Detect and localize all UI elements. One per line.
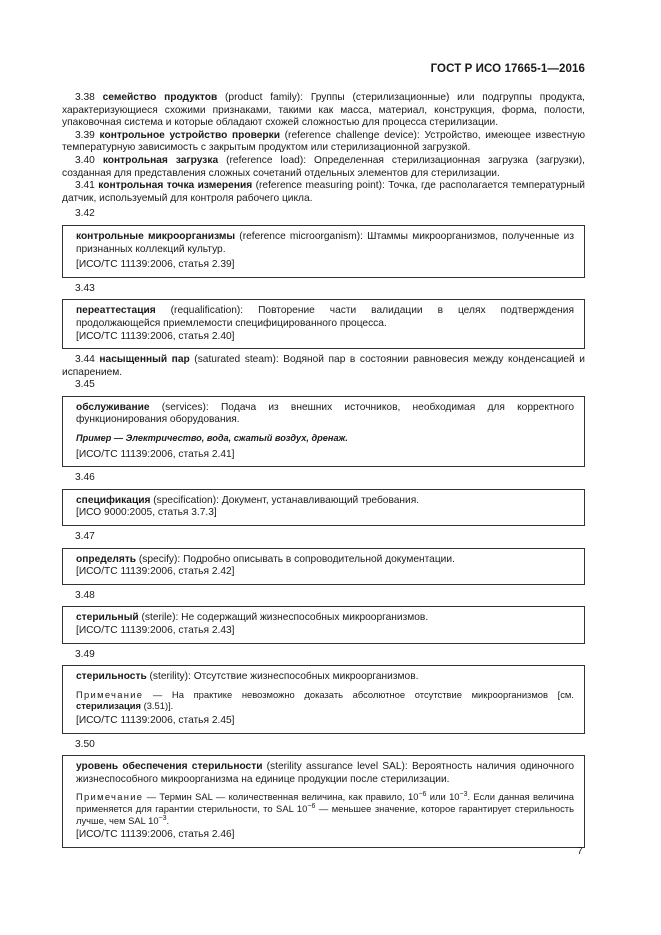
entry-number: 3.41 <box>75 180 95 192</box>
entry-reference: [ИСО 9000:2005, статья 3.7.3] <box>76 507 217 519</box>
entry-reference: [ИСО/ТС 11139:2006, статья 2.42] <box>76 566 235 578</box>
entry-number-3-49: 3.49 <box>75 648 95 660</box>
entry-note: Примечание — Термин SAL — количественная величина, как правило, $10^{-6}$ или $10^{-3}$. Если данная величина применяется для гарантии стерильности, то SAL $10^{-6}$ — меньшее значение, которое гарантирует стерильность лучше, чем SAL $10^{-3}$. <box>76 791 574 826</box>
entry-3-42-box <box>62 225 585 278</box>
entry-english: (requalification): <box>155 305 259 317</box>
entry-number-3-48: 3.48 <box>75 589 95 601</box>
entry-reference: [ИСО/ТС 11139:2006, статья 2.41] <box>76 448 235 460</box>
entry-reference: [ИСО/ТС 11139:2006, статья 2.39] <box>76 259 235 271</box>
entry-definition: Подробно описывать в сопроводительной документации. <box>183 553 455 565</box>
entry-definition: Определенная стерилизационная загрузка (загрузки), созданная для представления сложных сочетаний отдельных элементов для стерилизации. <box>62 154 586 179</box>
entry-term: насыщенный пар <box>99 354 190 366</box>
entry-number-3-42: 3.42 <box>75 208 95 220</box>
entry-english: (specification): <box>150 494 222 506</box>
entry-number: 3.40 <box>75 154 95 166</box>
entry-english: (sterility assurance level SAL): <box>262 761 412 773</box>
entry-reference: [ИСО/ТС 11139:2006, статья 2.46] <box>76 829 235 841</box>
entry-3-39 <box>62 130 585 155</box>
note-term: стерилизация <box>76 700 141 712</box>
entry-3-38 <box>62 92 585 130</box>
entry-number-3-43: 3.43 <box>75 282 95 294</box>
entry-term: уровень обеспечения стерильности <box>76 761 263 773</box>
entry-3-50-box <box>62 755 585 848</box>
note-label: Примечание <box>76 791 144 803</box>
entry-term: определять <box>76 553 137 565</box>
entry-definition: Вероятность наличия одиночного жизнеспособного микроорганизма на единице продукции после стерилизации. <box>76 761 574 785</box>
entry-definition: Устройство, имеющее известную температурную зависимость с закрытым продуктом или стерилизационной загрузкой. <box>62 129 585 154</box>
entry-3-41 <box>62 180 585 205</box>
entry-term: спецификация <box>76 494 151 506</box>
entry-term: контрольная загрузка <box>102 154 219 166</box>
entry-definition: Повторение части валидации в целях подтверждения продолжающейся приемлемости специфицированного процесса. <box>76 305 574 329</box>
entry-english: (reference challenge device): <box>279 129 425 141</box>
entry-term: стерильный <box>76 612 139 624</box>
entry-term: семейство продуктов <box>102 92 218 103</box>
entry-text <box>76 612 574 625</box>
entry-definition: Отсутствие жизнеспособных микроорганизмов. <box>193 671 419 683</box>
entry-3-40 <box>62 155 585 180</box>
entry-number-3-46: 3.46 <box>75 472 95 484</box>
entry-text <box>76 554 574 567</box>
entry-reference: [ИСО/ТС 11139:2006, статья 2.45] <box>76 714 235 726</box>
entry-text <box>76 495 574 508</box>
entry-english: (sterility): <box>146 671 194 683</box>
entry-number: 3.38 <box>75 92 95 103</box>
entry-3-47-box <box>62 548 585 585</box>
entry-english: (reference measuring point): <box>252 180 389 192</box>
entry-english: (saturated steam): <box>189 354 284 366</box>
page-number: 7 <box>577 845 583 857</box>
entry-reference: [ИСО/ТС 11139:2006, статья 2.43] <box>76 625 235 636</box>
entry-english: (sterile): <box>138 612 182 624</box>
page-header: ГОСТ Р ИСО 17665-1—2016 <box>430 63 585 75</box>
entry-definition: Подача из внешних источников, необходимая для корректного функционирования оборудования. <box>76 401 574 426</box>
entry-text <box>76 402 574 427</box>
entry-definition: Водяной пар в состоянии равновесия между конденсацией и испарением. <box>62 354 585 378</box>
entry-text <box>76 761 574 786</box>
entry-number-3-45: 3.45 <box>75 379 95 391</box>
entry-english: (product family): <box>217 92 311 103</box>
entry-text <box>76 671 574 684</box>
entry-text <box>76 231 574 256</box>
entry-english: (specify): <box>136 553 184 565</box>
entry-number: 3.44 <box>75 354 95 366</box>
entry-english: (services): <box>149 401 221 413</box>
entry-term: обслуживание <box>76 401 150 413</box>
entry-number-3-47: 3.47 <box>75 531 95 543</box>
entry-definition: Не содержащий жизнеспособных микроорганизмов. <box>181 612 429 624</box>
entry-note: Примечание — На практике невозможно доказать абсолютное отсутствие микроорганизмов [см. стерилизация (3.51)]. <box>76 688 574 712</box>
entry-3-49-box <box>62 665 585 733</box>
entry-text <box>76 305 574 330</box>
entry-term: контрольное устройство проверки <box>99 129 280 141</box>
entry-number-3-50: 3.50 <box>75 738 95 750</box>
entry-3-46-box <box>62 489 585 526</box>
entry-number: 3.39 <box>75 129 95 141</box>
entry-3-43-box <box>62 299 585 349</box>
entry-definition: Штаммы микроорганизмов, полученные из признанных коллекций культур. <box>76 230 574 255</box>
entry-definition: Группы (стерилизационные) или подгруппы продукта, характеризующиеся схожими признаками, такими как масса, материал, конструкция, форма, полости, упаковочная система и которые обладают схожей сложностью для процесса стерилизации. <box>62 92 585 129</box>
entry-3-44 <box>62 354 585 379</box>
entry-example: Пример — Электричество, вода, сжатый воздух, дренаж. <box>76 433 348 444</box>
entry-3-48-box <box>62 606 585 643</box>
entry-term: контрольные микроорганизмы <box>76 230 236 242</box>
entry-3-45-box <box>62 396 585 467</box>
entry-english: (reference load): <box>218 154 315 166</box>
note-label: Примечание <box>76 688 144 700</box>
entry-term: контрольная точка измерения <box>98 180 253 192</box>
entry-term: переаттестация <box>76 305 156 317</box>
entry-term: стерильность <box>76 671 147 683</box>
entry-definition: Документ, устанавливающий требования. <box>221 494 420 506</box>
entry-reference: [ИСО/ТС 11139:2006, статья 2.40] <box>76 330 235 342</box>
entry-definition: Точка, где располагается температурный датчик, используемый для контроля рабочего цикла. <box>62 180 585 204</box>
content <box>62 92 585 853</box>
entry-english: (reference microorganism): <box>235 230 368 242</box>
